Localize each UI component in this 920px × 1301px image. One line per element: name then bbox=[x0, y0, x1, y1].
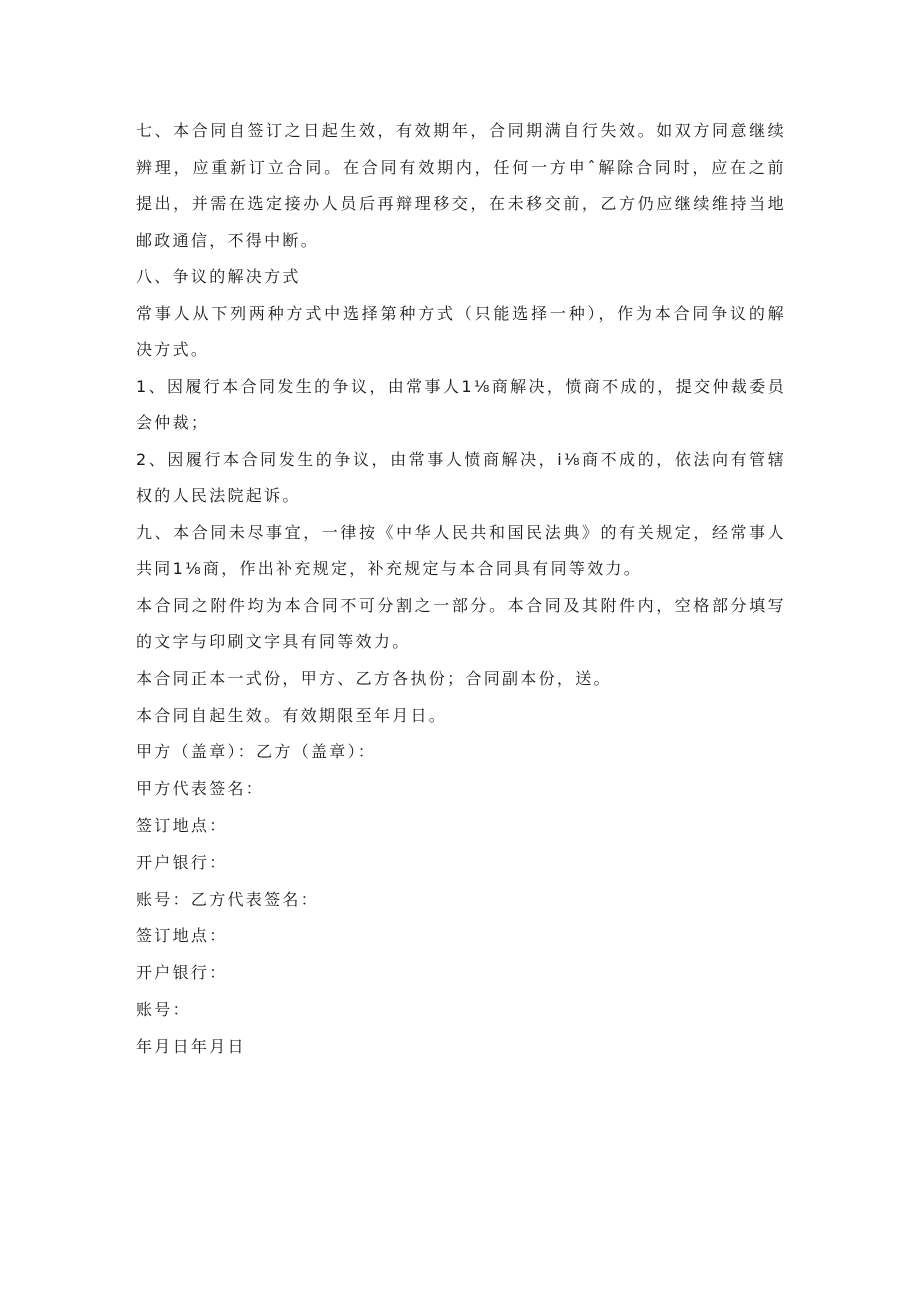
clause-7-paragraph: 七、本合同自签订之日起生效，有效期年，合同期满自行失效。如双方同意继续辨理，应重新订立合同。在合同有效期内，任何一方申ˆ解除合同时，应在之前提出，并需在选定接办人员后再辩理移交，在未移交前，乙方仍应继续维持当地邮政通信，不得中断。 bbox=[136, 121, 786, 250]
party-a-location-line: 签订地点： bbox=[136, 815, 228, 835]
clause-8-option-1: 1、因履行本合同发生的争议，由常事人1⅛商解决，愤商不成的，提交仲裁委员会仲裁； bbox=[136, 376, 786, 433]
attachments-paragraph: 本合同之附件均为本合同不可分割之一部分。本合同及其附件内，空格部分填写的文字与印刷文字具有同等效力。 bbox=[136, 595, 786, 652]
clause-8-intro: 常事人从下列两种方式中选择第种方式（只能选择一种），作为本合同争议的解决方式。 bbox=[136, 303, 786, 360]
party-b-account-line: 账号： bbox=[136, 999, 191, 1019]
effective-line: 本合同自起生效。有效期限至年月日。 bbox=[136, 705, 448, 725]
party-b-bank-line: 开户银行： bbox=[136, 963, 228, 983]
seals-line: 甲方（盖章）：乙方（盖章）： bbox=[136, 742, 377, 762]
clause-9-paragraph: 九、本合同未尽事宜，一律按《中华人民共和国民法典》的有关规定，经常事人共同1⅛商，作出补充规定，补充规定与本合同具有同等效力。 bbox=[136, 522, 786, 579]
copies-line: 本合同正本一式份，甲方、乙方各执份；合同副本份，送。 bbox=[136, 668, 612, 688]
clause-8-option-2: 2、因履行本合同发生的争议，由常事人愤商解决，i⅛商不成的，依法向有管辖权的人民法院起诉。 bbox=[136, 449, 786, 506]
party-a-bank-line: 开户银行： bbox=[136, 852, 228, 872]
party-a-signature-line: 甲方代表签名： bbox=[136, 779, 265, 799]
contract-body bbox=[136, 113, 786, 1066]
account-and-party-b-signature-line: 账号：乙方代表签名： bbox=[136, 889, 320, 909]
party-b-location-line: 签订地点： bbox=[136, 926, 228, 946]
clause-8-heading: 八、争议的解决方式 bbox=[136, 267, 301, 286]
dates-line: 年月日年月日 bbox=[136, 1036, 246, 1056]
